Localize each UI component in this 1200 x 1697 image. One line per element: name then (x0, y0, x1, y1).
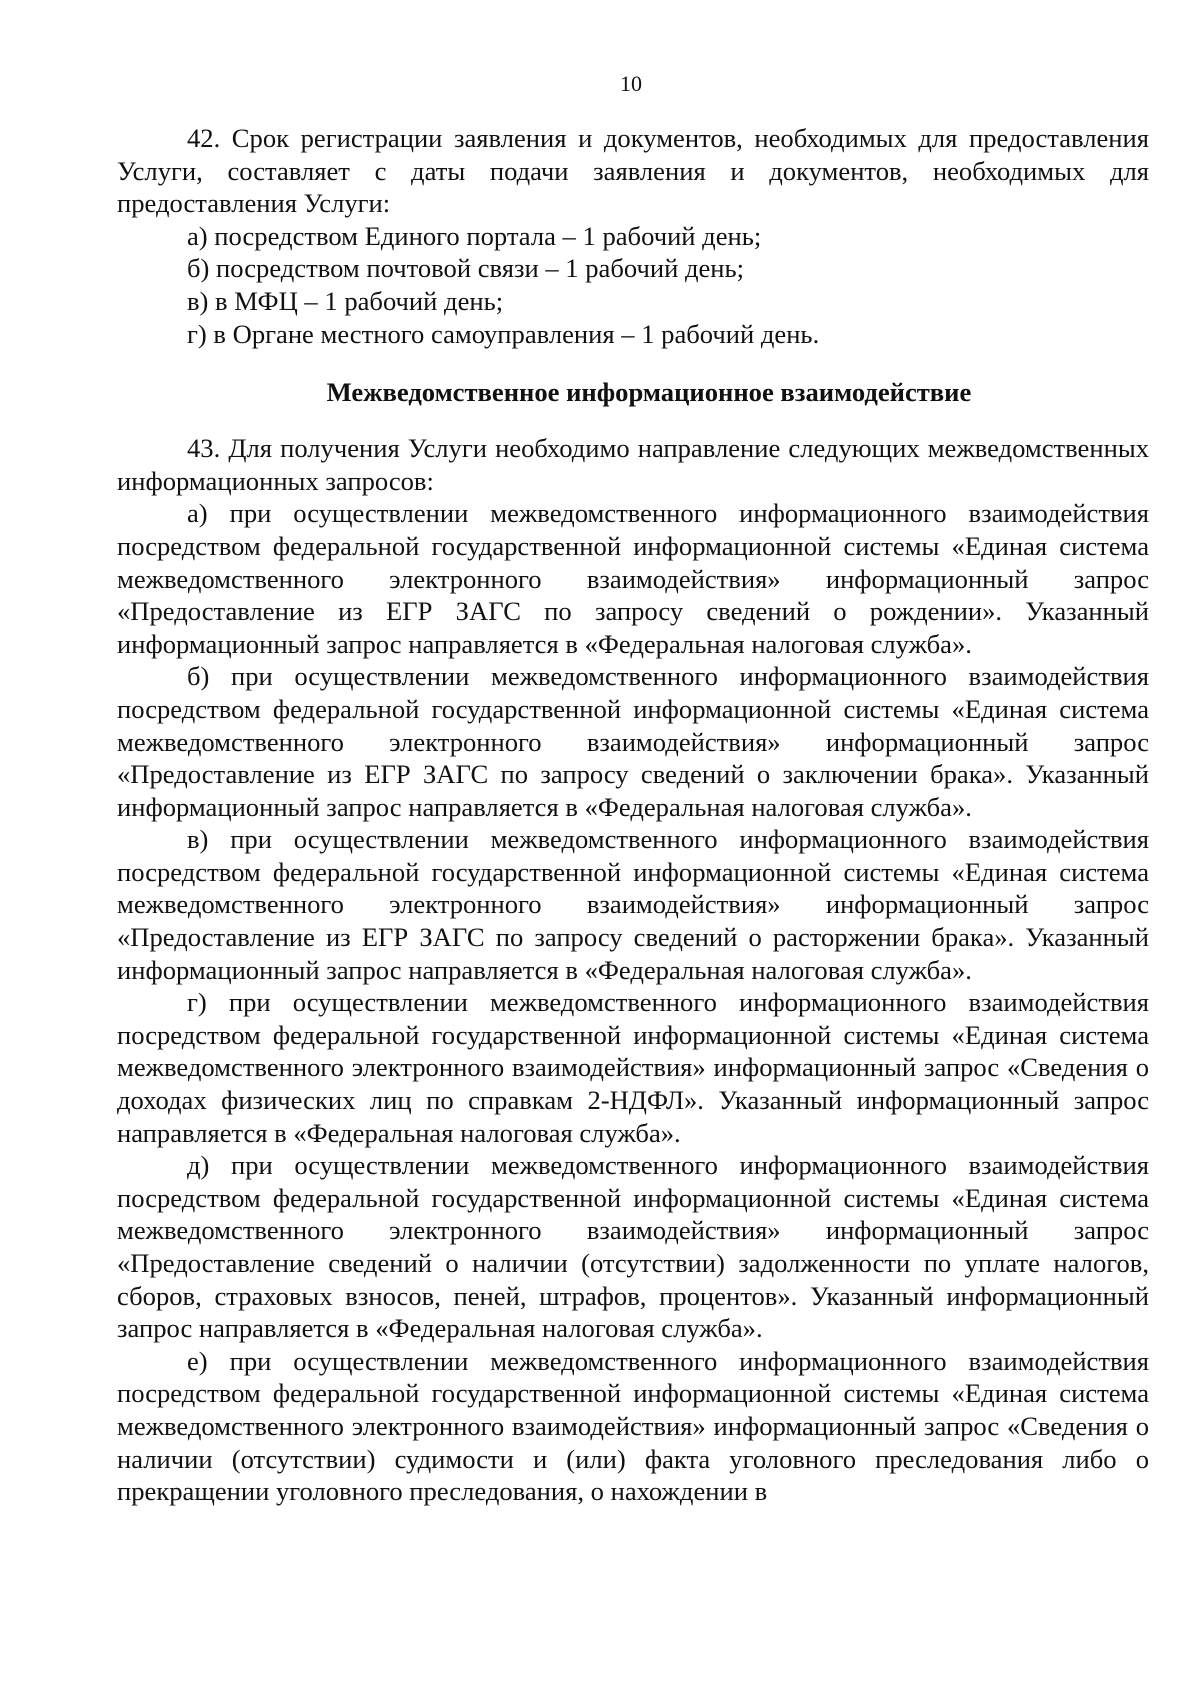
paragraph-42-item-b: б) посредством почтовой связи – 1 рабочий день; (187, 253, 745, 284)
paragraph-43-item-e: е) при осуществлении межведомственного информационного взаимодействия посредством федеральной государственной информационной системы «Единая система межведомственного электронного взаимодействия» информационный запрос «Сведения о наличии (отсутствии) судимости и (или) факта уголовного преследования либо о прекращении уголовного преследования, о нахождении в (117, 1345, 1149, 1507)
paragraph-43-item-a: а) при осуществлении межведомственного информационного взаимодействия посредством федеральной государственной информационной системы «Единая система межведомственного электронного взаимодействия» информационный запрос «Предоставление из ЕГР ЗАГС по запросу сведений о рождении». Указанный информационный запрос направляется в «Федеральная налоговая служба». (117, 498, 1149, 659)
paragraph-42-item-v: в) в МФЦ – 1 рабочий день; (187, 285, 504, 316)
paragraph-43-intro: 43. Для получения Услуги необходимо направление следующих межведомственных информационных запросов: (117, 433, 1149, 496)
paragraph-42-intro: 42. Срок регистрации заявления и документов, необходимых для предоставления Услуги, составляет с даты подачи заявления и документов, необходимых для предоставления Услуги: (117, 123, 1149, 219)
section-heading: Межведомственное информационное взаимодействие (326, 377, 972, 408)
paragraph-43-item-b: б) при осуществлении межведомственного информационного взаимодействия посредством федеральной государственной информационной системы «Единая система межведомственного электронного взаимодействия» информационный запрос «Предоставление из ЕГР ЗАГС по запросу сведений о заключении брака». Указанный информационный запрос направляется в «Федеральная налоговая служба». (117, 661, 1149, 822)
document-body (117, 122, 1149, 1508)
paragraph-43-item-v: в) при осуществлении межведомственного информационного взаимодействия посредством федеральной государственной информационной системы «Единая система межведомственного электронного взаимодействия» информационный запрос «Предоставление из ЕГР ЗАГС по запросу сведений о расторжении брака». Указанный информационный запрос направляется в «Федеральная налоговая служба». (117, 824, 1149, 985)
paragraph-43-item-g: г) при осуществлении межведомственного информационного взаимодействия посредством федеральной государственной информационной системы «Единая система межведомственного электронного взаимодействия» информационный запрос «Сведения о доходах физических лиц по справкам 2-НДФЛ». Указанный информационный запрос направляется в «Федеральная налоговая служба». (117, 987, 1149, 1148)
page-number: 10 (620, 71, 642, 96)
paragraph-42-item-a: а) посредством Единого портала – 1 рабочий день; (187, 220, 762, 251)
paragraph-42-item-g: г) в Органе местного самоуправления – 1 рабочий день. (187, 318, 820, 349)
paragraph-43-item-d: д) при осуществлении межведомственного информационного взаимодействия посредством федеральной государственной информационной системы «Единая система межведомственного электронного взаимодействия» информационный запрос «Предоставление сведений о наличии (отсутствии) задолженности по уплате налогов, сборов, страховых взносов, пеней, штрафов, процентов». Указанный информационный запрос направляется в «Федеральная налоговая служба». (117, 1150, 1149, 1344)
